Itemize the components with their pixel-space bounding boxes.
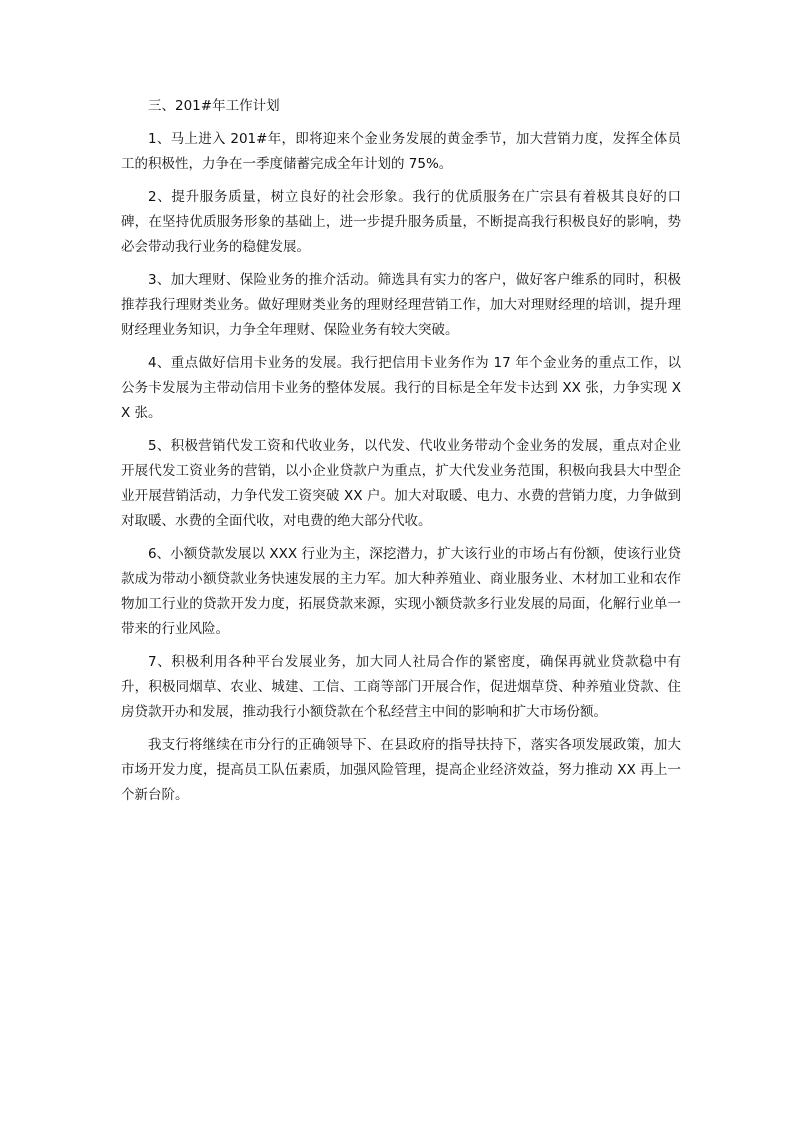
paragraph-6: 6、小额贷款发展以 XXX 行业为主，深挖潜力，扩大该行业的市场占有份额，使该行业贷款成为带动小额贷款业务快速发展的主力军。加大种养殖业、商业服务业、木材加工业和农作物加工行业的贷款开发力度，拓展贷款来源，实现小额贷款多行业发展的局面，化解行业单一带来的行业风险。 <box>121 546 681 637</box>
paragraph-1: 1、马上进入 201#年，即将迎来个金业务发展的黄金季节，加大营销力度，发挥全体员工的积极性，力争在一季度储蓄完成全年计划的 75%。 <box>121 131 681 172</box>
section-heading: 三、201#年工作计划 <box>148 98 280 114</box>
paragraph-3: 3、加大理财、保险业务的推介活动。筛选具有实力的客户，做好客户维系的同时，积极推荐我行理财类业务。做好理财类业务的理财经理营销工作，加大对理财经理的培训，提升理财经理业务知识，力争全年理财、保险业务有较大突破。 <box>121 272 681 338</box>
paragraph-5: 5、积极营销代发工资和代收业务，以代发、代收业务带动个金业务的发展，重点对企业开展代发工资业务的营销，以小企业贷款户为重点，扩大代发业务范围，积极向我县大中型企业开展营销活动，力争代发工资突破 XX 户。加大对取暖、电力、水费的营销力度，力争做到对取暖、水费的全面代收，对电费的绝大部分代收。 <box>121 438 681 529</box>
document-body <box>121 94 681 816</box>
closing-paragraph: 我支行将继续在市分行的正确领导下、在县政府的指导扶持下，落实各项发展政策，加大市场开发力度，提高员工队伍素质，加强风险管理，提高企业经济效益，努力推动 XX 再上一个新台阶。 <box>121 737 681 803</box>
paragraph-4: 4、重点做好信用卡业务的发展。我行把信用卡业务作为 17 年个金业务的重点工作，以公务卡发展为主带动信用卡业务的整体发展。我行的目标是全年发卡达到 XX 张，力争实现 XX 张。 <box>121 355 681 421</box>
paragraph-7: 7、积极利用各种平台发展业务，加大同人社局合作的紧密度，确保再就业贷款稳中有升，积极同烟草、农业、城建、工信、工商等部门开展合作，促进烟草贷、种养殖业贷款、住房贷款开办和发展，推动我行小额贷款在个私经营主中间的影响和扩大市场份额。 <box>121 654 681 720</box>
paragraph-2: 2、提升服务质量，树立良好的社会形象。我行的优质服务在广宗县有着极其良好的口碑，在坚持优质服务形象的基础上，进一步提升服务质量，不断提高我行积极良好的影响，势必会带动我行业务的稳健发展。 <box>121 189 681 255</box>
